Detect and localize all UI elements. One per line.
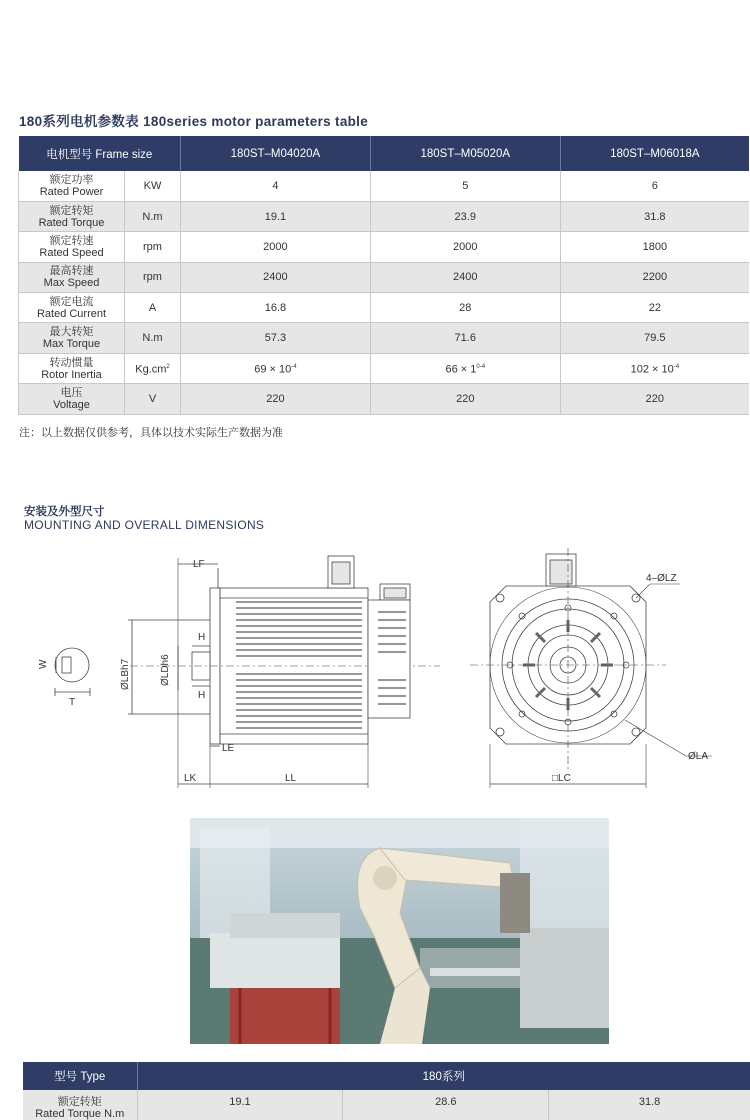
param-name-en: Voltage: [53, 398, 90, 411]
label-lk: LK: [184, 773, 197, 784]
param-value: 2400: [370, 262, 560, 292]
param-unit: N.m: [125, 201, 181, 231]
param-value: 19.1: [137, 1090, 343, 1120]
unit-text: Kg.cm: [135, 363, 167, 376]
value-sup: -4: [673, 364, 680, 371]
dimension-drawing: [0, 540, 750, 800]
param-name-cn: 额定转矩: [57, 1096, 102, 1108]
param-value: [560, 353, 749, 383]
param-unit: KW: [125, 171, 181, 201]
bottom-row-rated-torque: [23, 1090, 750, 1120]
param-value: 31.8: [560, 201, 749, 231]
params-header-row: [19, 136, 750, 171]
series-header: 180系列: [137, 1062, 750, 1090]
row-rated-current: [19, 293, 750, 323]
label-h-bottom: H: [198, 690, 206, 701]
label-w: W: [38, 659, 49, 669]
params-note: 注：以上数据仅供参考，具体以技术实际生产数据为准: [19, 427, 283, 439]
param-name-cn: 额定电流: [49, 295, 94, 308]
dimensions-title-cn: 安装及外型尺寸: [24, 506, 105, 518]
param-name-en: Max Speed: [43, 277, 100, 290]
param-value: 5: [370, 171, 560, 201]
label-le: LE: [222, 743, 235, 754]
param-value: 2200: [560, 262, 749, 292]
label-t: T: [69, 697, 76, 708]
label-lc: □LC: [552, 773, 571, 784]
param-name-en: Rated Torque: [38, 216, 105, 229]
label-lbh7: ØLBh7: [120, 658, 131, 690]
label-lz: 4–ØLZ: [646, 573, 677, 584]
param-value: 28.6: [343, 1090, 549, 1120]
param-value: 79.5: [560, 323, 749, 353]
param-name: [23, 1090, 137, 1120]
param-unit: N.m: [125, 323, 181, 353]
params-title: 180系列电机参数表 180series motor parameters table: [19, 114, 369, 129]
robot-arm-photo: [190, 818, 609, 1044]
type-header: 型号 Type: [23, 1062, 137, 1090]
param-name: [19, 171, 125, 201]
row-voltage: [19, 384, 750, 414]
param-name-cn: 电压: [60, 386, 83, 399]
param-value: 2400: [181, 262, 371, 292]
param-name-cn: 额定转速: [49, 234, 94, 247]
param-value: 31.8: [549, 1090, 750, 1120]
param-value: 2000: [181, 232, 371, 262]
row-max-speed: [19, 262, 750, 292]
param-name: [19, 293, 125, 323]
param-unit: rpm: [125, 262, 181, 292]
param-value: 2000: [370, 232, 560, 262]
param-name: [19, 262, 125, 292]
param-value: [181, 353, 371, 383]
param-name: [19, 323, 125, 353]
label-ldh6: ØLDh6: [160, 654, 171, 686]
dimensions-title-en: MOUNTING AND OVERALL DIMENSIONS: [24, 518, 265, 532]
param-name: [19, 384, 125, 414]
param-value: 6: [560, 171, 749, 201]
row-rated-power: [19, 171, 750, 201]
label-h-top: H: [198, 632, 206, 643]
param-name-en: Rated Speed: [39, 246, 104, 259]
param-value: 220: [370, 384, 560, 414]
row-rotor-inertia: [19, 353, 750, 383]
param-name-cn: 额定功率: [49, 173, 94, 186]
value-sup: 0-4: [476, 364, 486, 371]
param-value: 28: [370, 293, 560, 323]
motor-front-view: [470, 548, 712, 788]
param-value: 220: [181, 384, 371, 414]
value-sup: -4: [291, 364, 297, 371]
value-text: 102 × 10: [630, 363, 674, 376]
param-name-cn: 最高转速: [49, 265, 94, 278]
value-text: 66 × 1: [445, 363, 477, 376]
row-rated-torque: [19, 201, 750, 231]
param-name-cn: 最大转矩: [49, 326, 94, 339]
param-value: 71.6: [370, 323, 560, 353]
param-value: 1800: [560, 232, 749, 262]
param-name-en: Rated Torque N.m: [35, 1108, 125, 1120]
param-value: 22: [560, 293, 749, 323]
label-ll: LL: [285, 773, 297, 784]
row-rated-speed: [19, 232, 750, 262]
param-unit: rpm: [125, 232, 181, 262]
bottom-header-row: [23, 1062, 750, 1090]
param-name: [19, 201, 125, 231]
param-value: 16.8: [181, 293, 371, 323]
param-name: [19, 353, 125, 383]
param-unit: A: [125, 293, 181, 323]
param-name: [19, 232, 125, 262]
param-value: 19.1: [181, 201, 371, 231]
frame-size-header: 电机型号 Frame size: [19, 136, 181, 171]
motor-params-table: [18, 136, 749, 415]
motor-side-view: [128, 556, 440, 788]
param-unit: V: [125, 384, 181, 414]
param-name-en: Rated Power: [39, 185, 104, 198]
row-max-torque: [19, 323, 750, 353]
param-name-en: Rated Current: [36, 307, 107, 320]
param-name-cn: 转动惯量: [49, 356, 94, 369]
param-value: 4: [181, 171, 371, 201]
model-header-2: 180ST–M05020A: [370, 136, 560, 171]
shaft-section: [55, 648, 90, 696]
param-name-cn: 额定转矩: [49, 204, 94, 217]
param-value: 23.9: [370, 201, 560, 231]
label-lf: LF: [193, 559, 205, 570]
param-value: 220: [560, 384, 749, 414]
param-unit: [125, 353, 181, 383]
param-value: 57.3: [181, 323, 371, 353]
param-value: [370, 353, 560, 383]
value-text: 69 × 10: [254, 363, 292, 376]
unit-sup: 2: [166, 364, 170, 371]
model-header-3: 180ST–M06018A: [560, 136, 749, 171]
label-la: ØLA: [688, 751, 709, 762]
param-name-en: Max Torque: [42, 338, 101, 351]
bottom-type-table: [23, 1062, 750, 1120]
model-header-1: 180ST–M04020A: [181, 136, 371, 171]
param-name-en: Rotor Inertia: [41, 368, 102, 381]
robot-arm-illustration: [190, 818, 609, 1044]
